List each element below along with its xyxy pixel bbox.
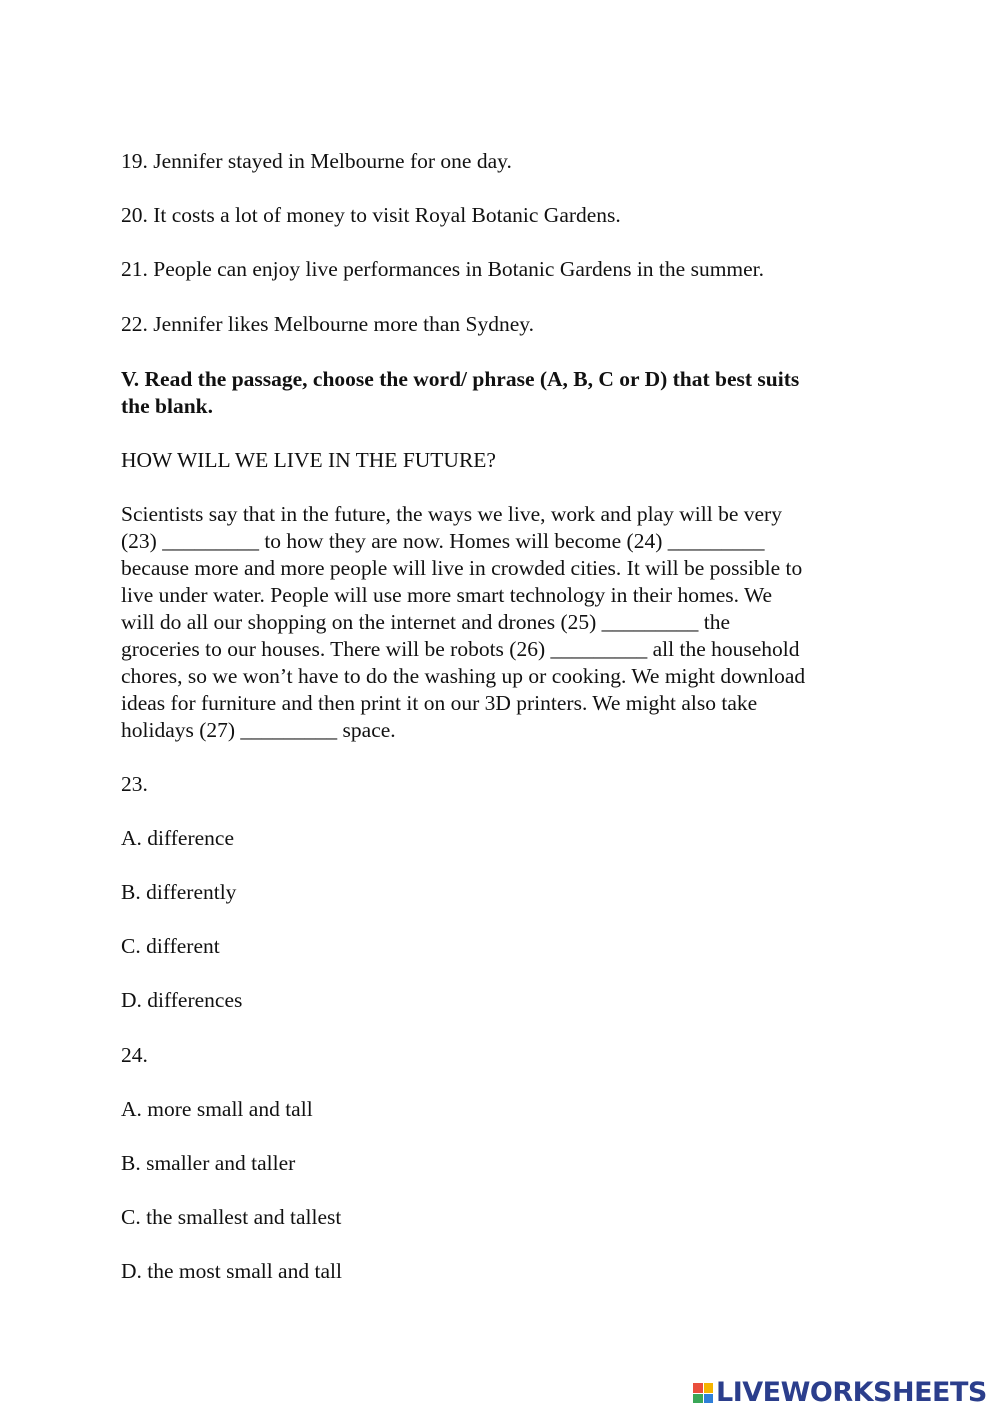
passage-line: Scientists say that in the future, the ways we live, work and play will be very (121, 502, 782, 526)
logo-square-icon (704, 1394, 714, 1404)
passage-line: will do all our shopping on the internet and drones (25) _________ the (121, 610, 731, 634)
question-23-option-a[interactable]: A. difference (121, 826, 235, 850)
liveworksheets-logo[interactable] (693, 1378, 987, 1408)
passage (121, 501, 881, 744)
passage-title: HOW WILL WE LIVE IN THE FUTURE? (121, 448, 496, 472)
logo-square-icon (693, 1383, 703, 1393)
section-heading-line-1: V. Read the passage, choose the word/ phrase (A, B, C or D) that best suits (121, 367, 800, 391)
question-24-option-c[interactable]: C. the smallest and tallest (121, 1205, 342, 1229)
logo-text: LIVEWORKSHEETS (716, 1377, 987, 1408)
passage-line: because more and more people will live in crowded cities. It will be possible to (121, 556, 803, 580)
logo-square-icon (704, 1383, 714, 1393)
question-23-option-c[interactable]: C. different (121, 934, 220, 958)
question-23-option-b[interactable]: B. differently (121, 880, 237, 904)
passage-line: ideas for furniture and then print it on our 3D printers. We might also take (121, 691, 758, 715)
item-21: 21. People can enjoy live performances in Botanic Gardens in the summer. (121, 257, 765, 281)
logo-square-icon (693, 1394, 703, 1404)
item-19: 19. Jennifer stayed in Melbourne for one day. (121, 149, 512, 173)
passage-line: (23) _________ to how they are now. Homes will become (24) _________ (121, 529, 765, 553)
item-20: 20. It costs a lot of money to visit Royal Botanic Gardens. (121, 203, 621, 227)
question-24-option-a[interactable]: A. more small and tall (121, 1097, 313, 1121)
section-heading-line-2: the blank. (121, 394, 214, 418)
question-23-option-d[interactable]: D. differences (121, 988, 243, 1012)
passage-line: live under water. People will use more smart technology in their homes. We (121, 583, 773, 607)
question-23-number: 23. (121, 772, 148, 796)
item-22: 22. Jennifer likes Melbourne more than Sydney. (121, 312, 534, 336)
question-24-option-d[interactable]: D. the most small and tall (121, 1259, 342, 1283)
passage-line: holidays (27) _________ space. (121, 718, 396, 742)
question-24-number: 24. (121, 1043, 148, 1067)
logo-mark-icon (693, 1383, 713, 1403)
passage-line: chores, so we won’t have to do the washing up or cooking. We might download (121, 664, 806, 688)
passage-line: groceries to our houses. There will be robots (26) _________ all the household (121, 637, 800, 661)
question-24-option-b[interactable]: B. smaller and taller (121, 1151, 296, 1175)
